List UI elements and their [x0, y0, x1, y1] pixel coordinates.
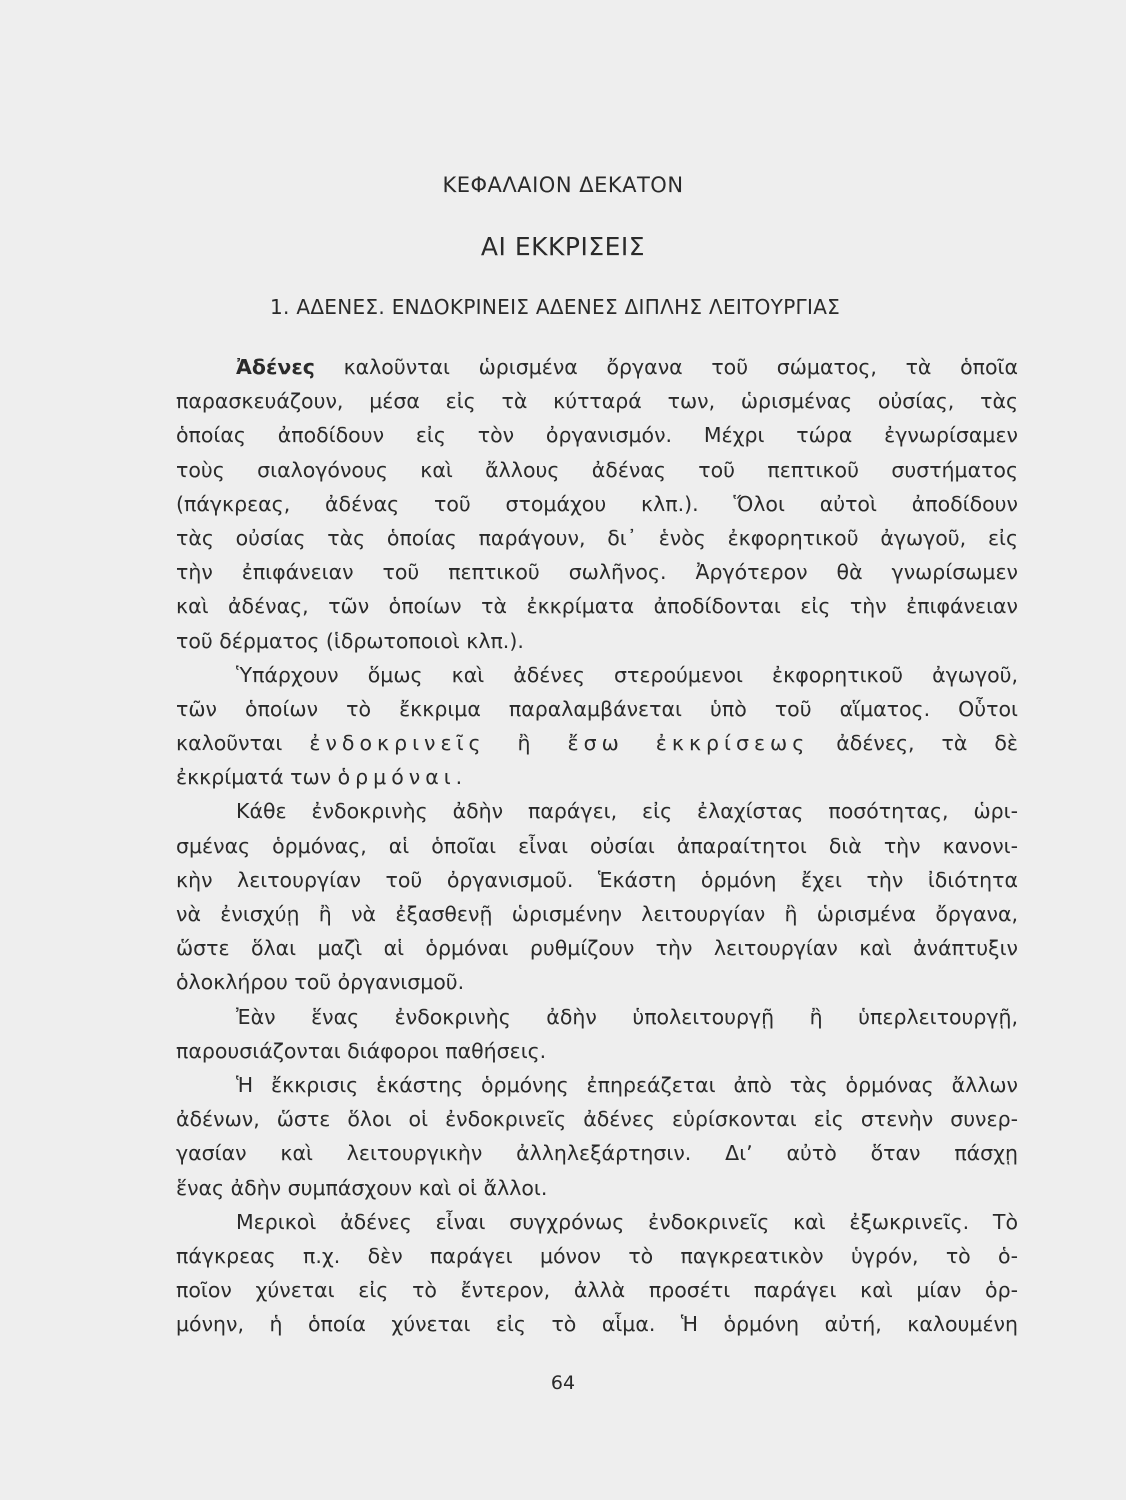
paragraph-4: [176, 1000, 1018, 1068]
text-line: ὁποίας ἀποδίδουν εἰς τὸν ὀργανισμόν. Μέχρι τώρα ἐγνωρίσαμεν: [176, 423, 1018, 448]
text-line: νὰ ἐνισχύῃ ἢ νὰ ἐξασθενῇ ὡρισμένην λειτουργίαν ἢ ὡρισμένα ὄργανα,: [176, 902, 1018, 926]
body-text: [176, 350, 1018, 1341]
text-line: παρουσιάζονται διάφοροι παθήσεις.: [176, 1038, 547, 1063]
term-adenes: Ἀδένες: [236, 355, 315, 379]
paragraph-1: [176, 350, 1018, 658]
text-line: τῶν ὁποίων τὸ ἔκκριμα παραλαμβάνεται ὑπὸ τοῦ αἵματος. Οὗτοι: [176, 696, 1018, 721]
text-line: τὴν ἐπιφάνειαν τοῦ πεπτικοῦ σωλῆνος. Ἀργότερον θὰ γνωρίσωμεν: [176, 560, 1018, 585]
text-line: Ἐὰν ἕνας ἐνδοκρινὴς ἀδὴν ὑπολειτουργῇ ἢ ὑπερλειτουργῇ,: [236, 1004, 1018, 1029]
paragraph-5: [176, 1068, 1018, 1205]
text-line: Ὑπάρχουν ὅμως καὶ ἀδένες στερούμενοι ἐκφορητικοῦ ἀγωγοῦ,: [236, 662, 1018, 687]
text-line: Μερικοὶ ἀδένες εἶναι συγχρόνως ἐνδοκρινεῖς καὶ ἐξωκρινεῖς. Τὸ: [236, 1209, 1018, 1234]
paragraph-2: [176, 658, 1018, 795]
chapter-title: ΑΙ ΕΚΚΡΙΣΕΙΣ: [480, 232, 646, 261]
text-line: Ἀδένες καλοῦνται ὡρισμένα ὄργανα τοῦ σώματος, τὰ ὁποῖα: [236, 355, 1018, 379]
text-line: Κάθε ἐνδοκρινὴς ἀδὴν παράγει, εἰς ἐλαχίστας ποσότητας, ὡρι-: [236, 799, 1018, 824]
text-line: ἀδένων, ὥστε ὅλοι οἱ ἐνδοκρινεῖς ἀδένες εὑρίσκονται εἰς στενὴν συνερ-: [176, 1107, 1018, 1132]
text-line: γασίαν καὶ λειτουργικὴν ἀλληλεξάρτησιν. Διʼ αὐτὸ ὅταν πάσχῃ: [176, 1141, 1018, 1166]
text-line: καλοῦνται ἐνδοκρινεῖς ἢ ἔσω ἐκκρίσεως ἀδένες, τὰ δὲ: [176, 731, 1018, 756]
term-endocrine: ἐνδοκρινεῖς ἢ ἔσω ἐκκρίσεως: [309, 731, 810, 756]
text-line: ποῖον χύνεται εἰς τὸ ἔντερον, ἀλλὰ προσέτι παράγει καὶ μίαν ὁρ-: [176, 1278, 1018, 1303]
text-line: (πάγκρεας, ἀδένας τοῦ στομάχου κλπ.). Ὅλοι αὐτοὶ ἀποδίδουν: [176, 491, 1018, 516]
text-line: ἕνας ἀδὴν συμπάσχουν καὶ οἱ ἄλλοι.: [176, 1175, 548, 1200]
text-line: τὰς οὐσίας τὰς ὁποίας παράγουν, δι᾽ ἑνὸς ἐκφορητικοῦ ἀγωγοῦ, εἰς: [176, 525, 1018, 550]
text-line: πάγκρεας π.χ. δὲν παράγει μόνον τὸ παγκρεατικὸν ὑγρόν, τὸ ὁ-: [176, 1243, 1018, 1268]
text-line: τοῦ δέρματος (ἱδρωτοποιοὶ κλπ.).: [176, 628, 524, 653]
text-line: ἐκκρίματά των ὁρμόναι.: [176, 765, 468, 790]
text-line: τοὺς σιαλογόνους καὶ ἄλλους ἀδένας τοῦ πεπτικοῦ συστήματος: [176, 457, 1018, 482]
text-line: σμένας ὁρμόνας, αἱ ὁποῖαι εἶναι οὐσίαι ἀπαραίτητοι διὰ τὴν κανονι-: [176, 833, 1018, 858]
text-line: ὁλοκλήρου τοῦ ὀργανισμοῦ.: [176, 970, 465, 995]
term-hormones: ὁρμόναι.: [337, 765, 468, 790]
text-line: καὶ ἀδένας, τῶν ὁποίων τὰ ἐκκρίματα ἀποδίδονται εἰς τὴν ἐπιφάνειαν: [176, 594, 1018, 619]
paragraph-3: [176, 794, 1018, 999]
section-heading: 1. ΑΔΕΝΕΣ. ΕΝΔΟΚΡΙΝΕΙΣ ΑΔΕΝΕΣ ΔΙΠΛΗΣ ΛΕΙΤΟΥΡΓΙΑΣ: [270, 295, 841, 319]
text-line: κὴν λειτουργίαν τοῦ ὀργανισμοῦ. Ἑκάστη ὁρμόνη ἔχει τὴν ἰδιότητα: [176, 867, 1018, 892]
text-line: μόνην, ἡ ὁποία χύνεται εἰς τὸ αἷμα. Ἡ ὁρμόνη αὐτή, καλουμένη: [176, 1312, 1018, 1337]
page-number: 64: [550, 1372, 576, 1394]
text-line: παρασκευάζουν, μέσα εἰς τὰ κύτταρά των, ὡρισμένας οὐσίας, τὰς: [176, 389, 1018, 414]
text-line: Ἡ ἔκκρισις ἑκάστης ὁρμόνης ἐπηρεάζεται ἀπὸ τὰς ὁρμόνας ἄλλων: [236, 1072, 1018, 1097]
chapter-label: ΚΕΦΑΛΑΙΟΝ ΔΕΚΑΤΟΝ: [442, 173, 684, 197]
paragraph-6: [176, 1205, 1018, 1342]
text-line: ὥστε ὅλαι μαζὶ αἱ ὁρμόναι ρυθμίζουν τὴν λειτουργίαν καὶ ἀνάπτυξιν: [176, 936, 1018, 961]
